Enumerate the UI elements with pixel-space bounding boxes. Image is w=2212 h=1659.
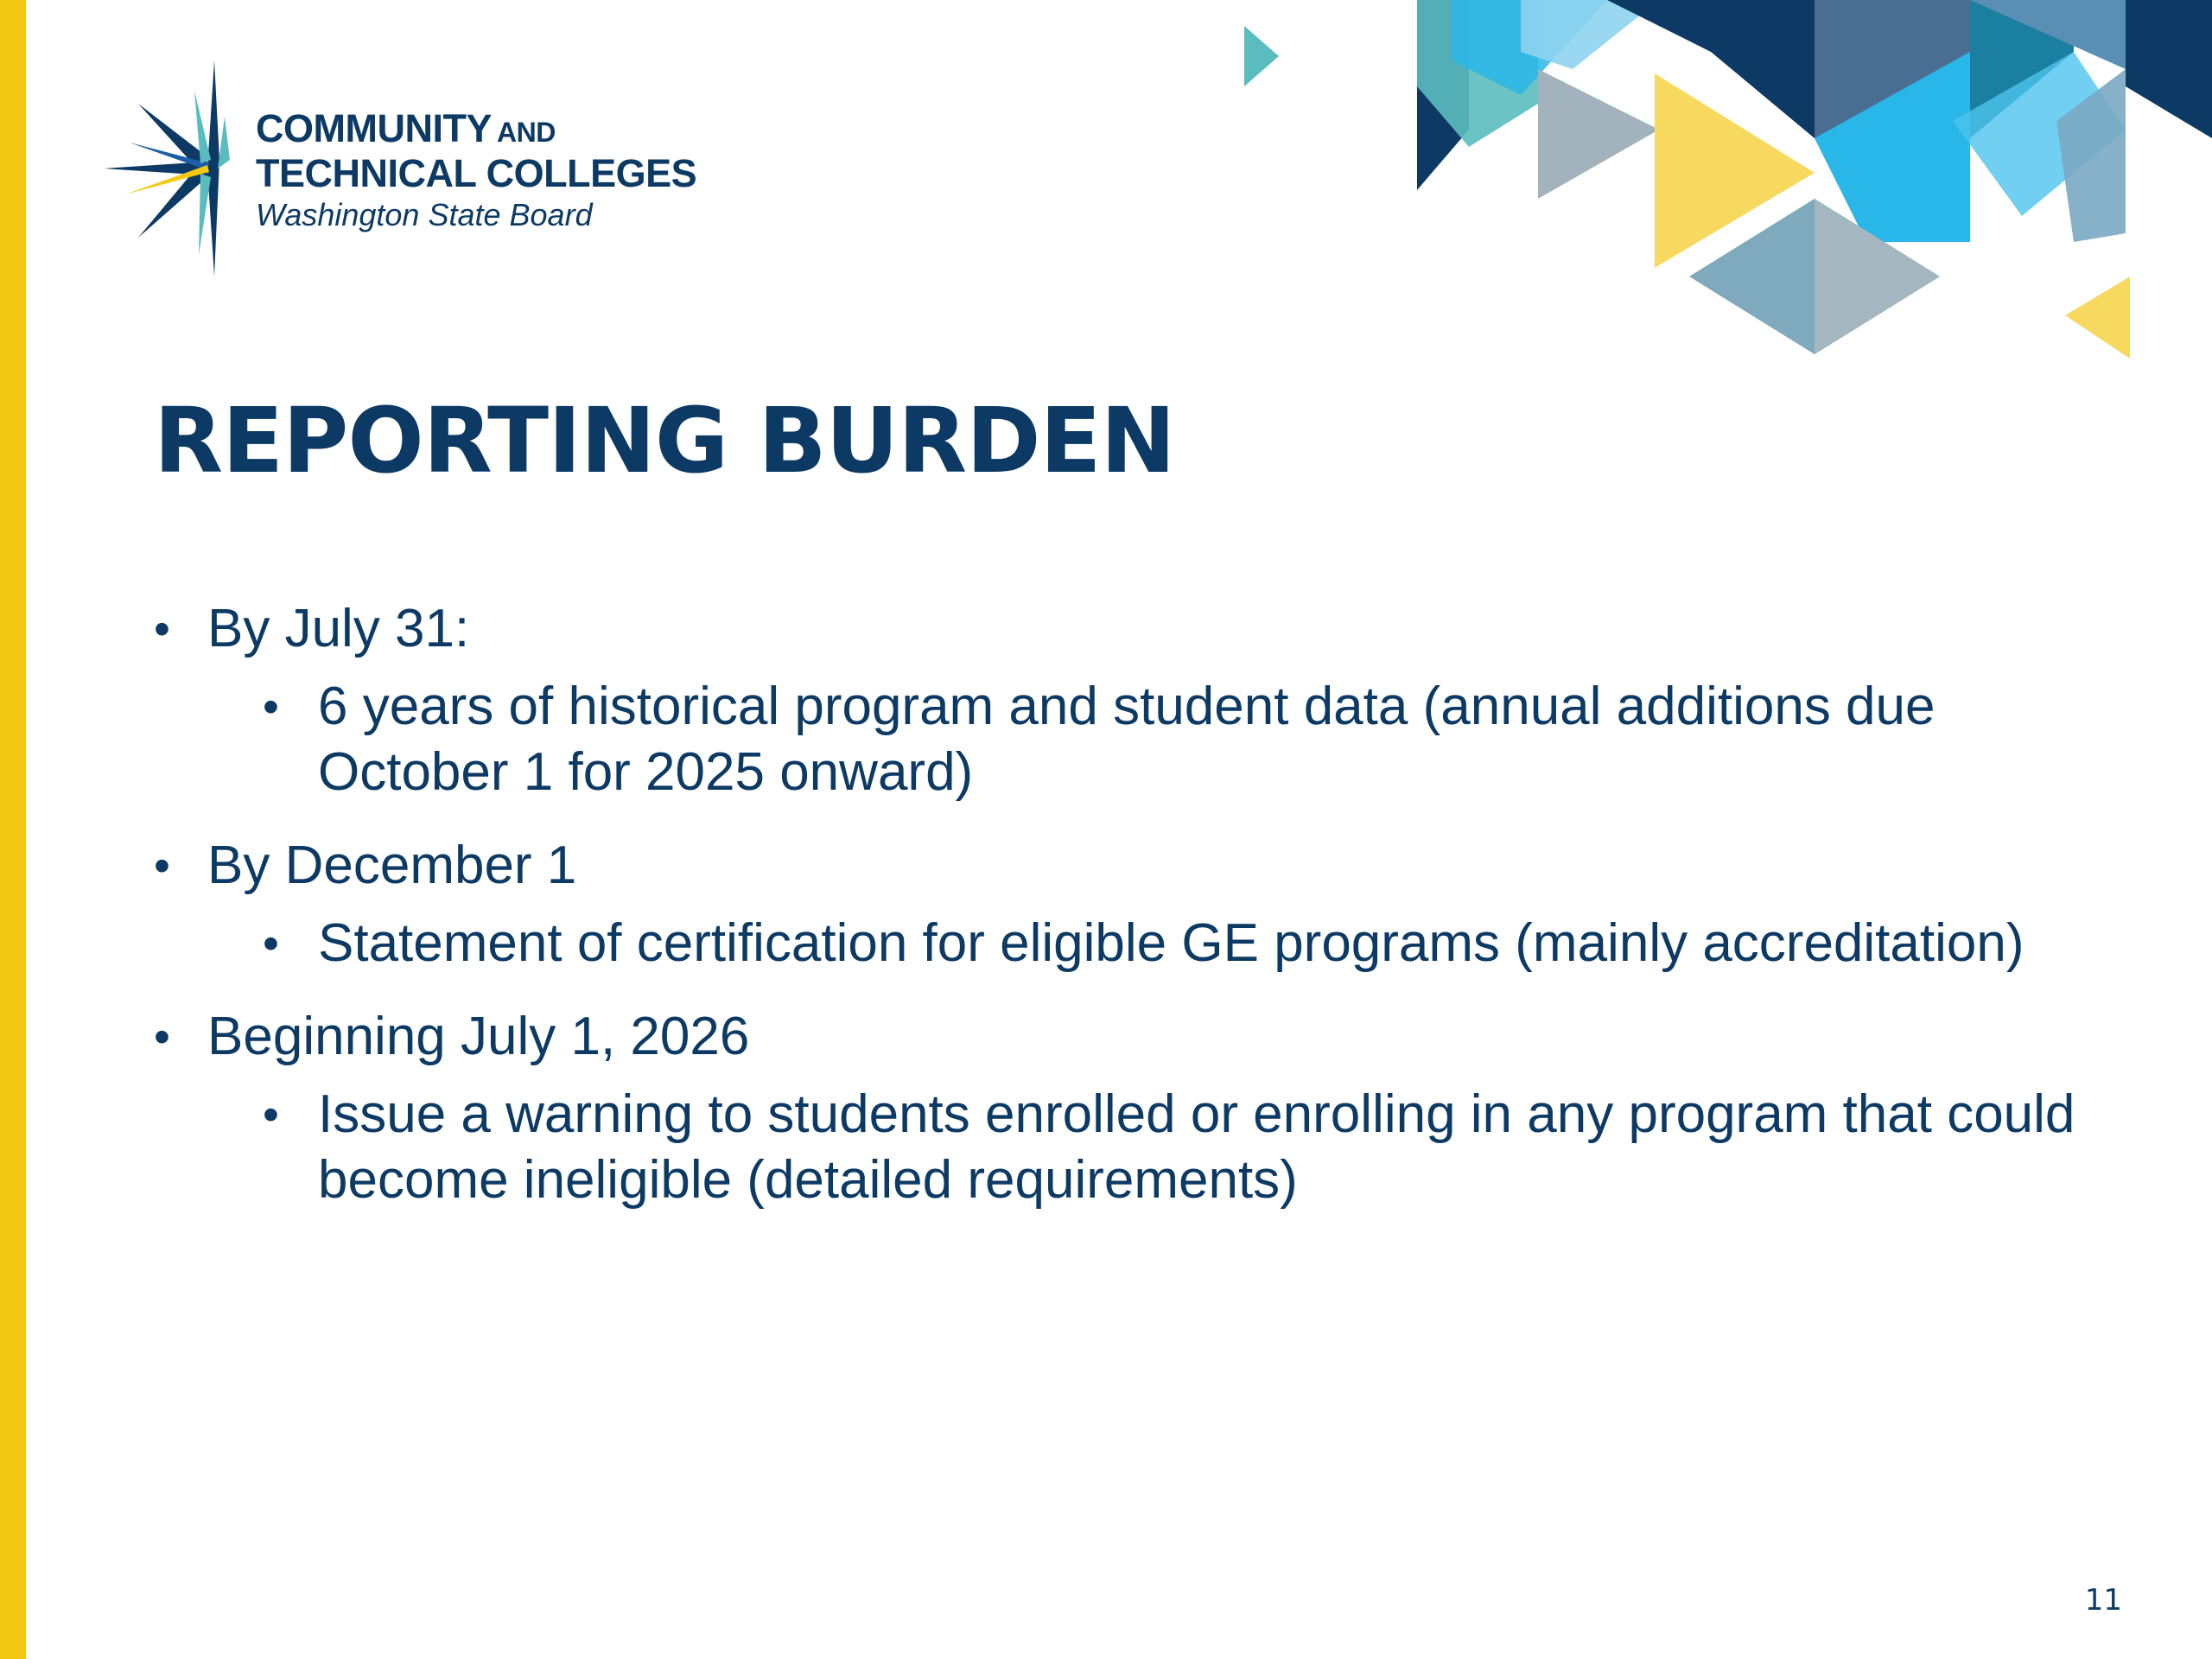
logo-line-1 bbox=[256, 108, 696, 153]
logo-line-3: Washington State Board bbox=[256, 197, 593, 232]
bullet-text: By July 31: bbox=[207, 599, 470, 658]
sub-bullet-item bbox=[263, 911, 2115, 976]
sub-bullet-text: 6 years of historical program and student data (annual additions due October 1 for 2025 onward) bbox=[318, 677, 1936, 802]
bullet-dot-icon: • bbox=[263, 918, 279, 969]
bullet-dot-icon: • bbox=[154, 840, 170, 892]
organization-logo bbox=[104, 56, 726, 285]
bullet-group-3 bbox=[154, 1004, 2115, 1213]
starburst-logo-icon bbox=[104, 56, 233, 285]
bullet-text: By December 1 bbox=[207, 836, 577, 895]
logo-community-text: COMMUNITY bbox=[256, 106, 492, 150]
sub-bullet-item bbox=[263, 674, 2115, 805]
slide-title: REPORTING BURDEN bbox=[154, 388, 1175, 493]
bullet-item bbox=[154, 596, 2115, 662]
logo-and-text: AND bbox=[496, 117, 556, 148]
logo-line-2: TECHNICAL COLLEGES bbox=[256, 151, 697, 195]
bullet-item bbox=[154, 1004, 2115, 1070]
bullet-list bbox=[154, 596, 2115, 1241]
logo-wordmark bbox=[256, 108, 696, 236]
decorative-triangles bbox=[1210, 0, 2212, 380]
bullet-item bbox=[154, 833, 2115, 899]
bullet-dot-icon: • bbox=[263, 1089, 279, 1141]
bullet-dot-icon: • bbox=[154, 1011, 170, 1063]
bullet-dot-icon: • bbox=[263, 681, 279, 733]
bullet-text: Beginning July 1, 2026 bbox=[207, 1007, 750, 1066]
bullet-group-2 bbox=[154, 833, 2115, 976]
left-accent-bar bbox=[0, 0, 26, 1659]
page-number: 11 bbox=[2084, 1583, 2122, 1618]
bullet-group-1 bbox=[154, 596, 2115, 805]
sub-bullet-text: Statement of certification for eligible GE programs (mainly accreditation) bbox=[318, 913, 2024, 973]
sub-bullet-item bbox=[263, 1082, 2115, 1213]
sub-bullet-text: Issue a warning to students enrolled or enrolling in any program that could become ineligible (detailed requirements) bbox=[318, 1084, 2075, 1210]
bullet-dot-icon: • bbox=[154, 603, 170, 655]
